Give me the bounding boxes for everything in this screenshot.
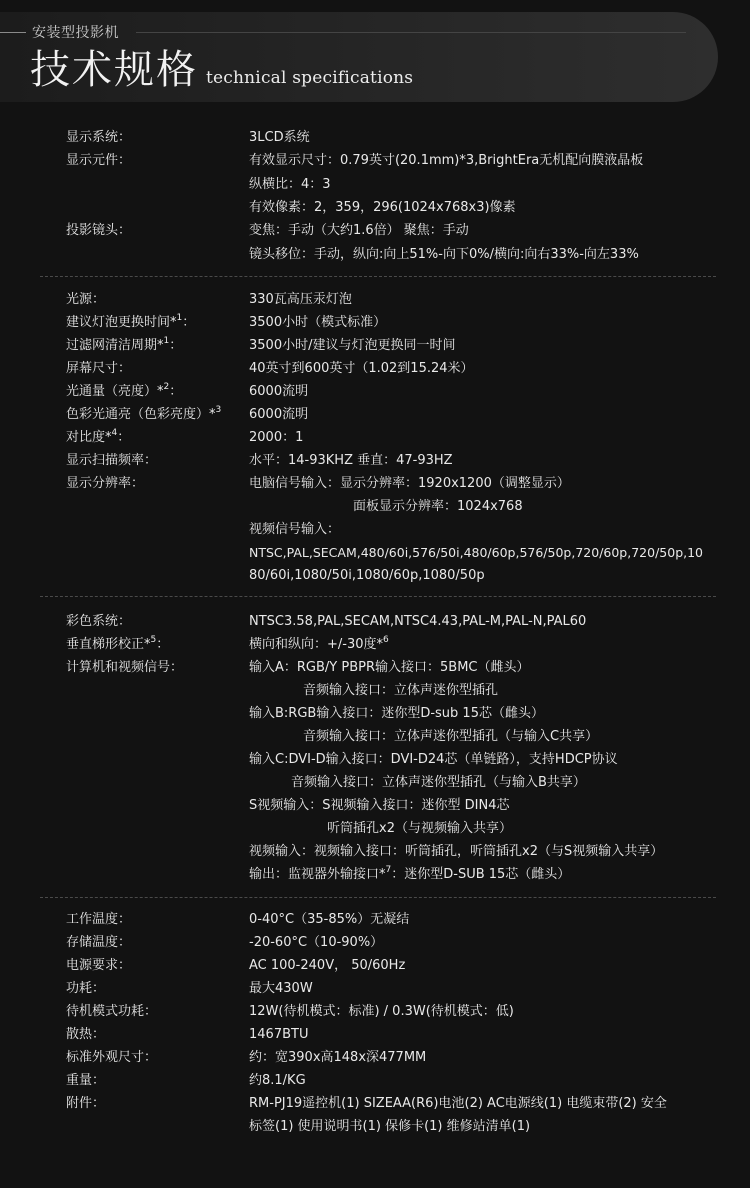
spec-value-text: 0-40°C（35-85%）无凝结 — [249, 912, 410, 927]
spec-value — [303, 725, 598, 748]
spec-value — [249, 541, 703, 564]
spec-label-text: 对比度* — [66, 430, 112, 445]
spec-label — [66, 954, 131, 977]
spec-value — [249, 449, 453, 472]
spec-value-text: 变焦：手动（大约1.6倍） 聚焦：手动 — [249, 223, 469, 239]
spec-value — [249, 1000, 514, 1023]
spec-label-text: 计算机和视频信号： — [66, 660, 184, 675]
spec-row — [0, 541, 750, 564]
spec-label-text: 显示分辨率： — [66, 476, 145, 491]
spec-label — [66, 380, 182, 403]
page-title-english: technical specifications — [206, 68, 414, 88]
spec-value — [303, 679, 498, 702]
spec-value-text: 视频输入：视频输入接口：听筒插孔，听筒插孔x2（与S视频输入共享） — [249, 844, 664, 859]
spec-value — [249, 1023, 308, 1046]
footnote-marker: 3 — [215, 405, 222, 415]
spec-row — [0, 1046, 750, 1069]
spec-row — [0, 1092, 750, 1115]
header-rule-left — [0, 32, 26, 33]
spec-row — [0, 449, 750, 472]
footnote-marker: 1 — [163, 336, 170, 346]
spec-value — [249, 748, 618, 771]
spec-value-text: 有效像素：2，359，296(1024x768x3)像素 — [249, 199, 516, 215]
spec-value-text: 80/60i,1080/50i,1080/60p,1080/50p — [249, 568, 485, 583]
spec-value-text: AC 100-240V， 50/60Hz — [249, 958, 406, 973]
spec-value — [249, 702, 544, 725]
spec-row — [0, 564, 750, 587]
spec-value-tail: ：迷你型D-SUB 15芯（雌头） — [391, 867, 571, 882]
spec-row — [0, 656, 750, 679]
spec-value-text: 1467BTU — [249, 1027, 309, 1042]
spec-value — [249, 219, 469, 242]
spec-row — [0, 1023, 750, 1046]
spec-value — [249, 357, 474, 380]
spec-value-text: 3500小时/建议与灯泡更换同一时间 — [249, 338, 456, 353]
spec-value-text: 水平：14-93KHZ 垂直：47-93HZ — [249, 453, 453, 468]
spec-value-text: 视频信号输入： — [249, 522, 341, 537]
spec-value-text: 约：宽390x高148x深477MM — [249, 1050, 427, 1065]
spec-label — [66, 1092, 105, 1115]
spec-row — [0, 196, 750, 219]
spec-label-text: 显示系统： — [66, 130, 132, 145]
spec-row — [0, 126, 750, 149]
spec-row — [0, 1000, 750, 1023]
spec-label-text: 散热： — [66, 1027, 106, 1042]
spec-value-text: NTSC3.58,PAL,SECAM,NTSC4.43,PAL-M,PAL-N,PAL60 — [249, 614, 587, 629]
spec-value-text: 3500小时（模式标准） — [249, 315, 387, 330]
spec-row — [0, 702, 750, 725]
spec-label — [66, 311, 195, 334]
spec-row — [0, 403, 750, 426]
spec-value-text: 纵横比：4：3 — [249, 176, 331, 192]
spec-value — [249, 977, 313, 1000]
spec-row — [0, 748, 750, 771]
spec-value-text: 音频输入接口：立体声迷你型插孔 — [303, 683, 499, 698]
spec-label-colon: ： — [169, 384, 183, 399]
spec-value — [249, 610, 586, 633]
spec-row — [0, 633, 750, 656]
spec-row — [0, 794, 750, 817]
spec-row — [0, 357, 750, 380]
spec-label-text: 垂直梯形校正* — [66, 637, 151, 652]
spec-value — [249, 931, 383, 954]
footnote-marker: 5 — [150, 635, 157, 645]
spec-row — [0, 380, 750, 403]
spec-row — [0, 610, 750, 633]
spec-label-text: 显示扫描频率： — [66, 453, 158, 468]
spec-value — [249, 794, 509, 817]
spec-value-text: 横向和纵向：+/-30度* — [249, 637, 384, 652]
spec-value — [249, 196, 516, 219]
spec-value-text: RM-PJ19遥控机(1) SIZEAA(R6)电池(2) AC电源线(1) 电缆束带(2) 安全 — [249, 1096, 667, 1111]
spec-label — [66, 908, 131, 931]
spec-value — [249, 954, 405, 977]
spec-row — [0, 149, 750, 172]
spec-value — [249, 472, 570, 495]
spec-value — [249, 633, 389, 656]
spec-row — [0, 311, 750, 334]
spec-value — [249, 564, 485, 587]
spec-value — [353, 495, 523, 518]
spec-value — [249, 173, 331, 196]
spec-row — [0, 1069, 750, 1092]
spec-value-text: 6000流明 — [249, 407, 309, 422]
spec-label-colon: ： — [156, 637, 170, 652]
spec-value-text: 镜头移位：手动，纵向:向上51%-向下0%/横向:向右33%-向左33% — [249, 246, 639, 262]
spec-label-colon: ： — [169, 338, 183, 353]
footnote-marker: 2 — [163, 382, 170, 392]
spec-value-text: -20-60°C（10-90%） — [249, 935, 384, 950]
header-subtitle: 安装型投影机 — [32, 25, 119, 41]
spec-label-text: 重量： — [66, 1073, 106, 1088]
spec-row — [0, 495, 750, 518]
spec-value — [327, 817, 512, 840]
spec-row — [0, 771, 750, 794]
spec-value-text: NTSC,PAL,SECAM,480/60i,576/50i,480/60p,576/50p,720/60p,720/50p,10 — [249, 545, 704, 560]
spec-row — [0, 863, 750, 886]
spec-label-text: 屏幕尺寸： — [66, 361, 132, 376]
section-divider — [40, 276, 716, 277]
spec-label — [66, 1069, 105, 1092]
spec-label-text: 投影镜头： — [66, 223, 132, 239]
spec-label — [66, 610, 131, 633]
spec-label — [66, 1023, 105, 1046]
spec-value — [249, 1092, 667, 1115]
spec-row — [0, 288, 750, 311]
section-divider — [40, 596, 716, 597]
spec-label — [66, 1046, 157, 1069]
spec-label — [66, 931, 131, 954]
spec-value-text: 输入B:RGB输入接口：迷你型D-sub 15芯（雌头） — [249, 706, 544, 721]
spec-label — [66, 288, 105, 311]
spec-value-text: 40英寸到600英寸（1.02到15.24米） — [249, 361, 474, 376]
spec-value-text: 音频输入接口：立体声迷你型插孔（与输入C共享） — [303, 729, 599, 744]
spec-row — [0, 977, 750, 1000]
spec-value-text: S视频输入：S视频输入接口：迷你型 DIN4芯 — [249, 798, 510, 813]
spec-label-text: 光源： — [66, 292, 106, 307]
spec-value-text: 输入C:DVI-D输入接口：DVI-D24芯（单链路），支持HDCP协议 — [249, 752, 618, 767]
spec-label-text: 功耗： — [66, 981, 106, 996]
footnote-marker: 1 — [176, 313, 183, 323]
spec-value — [249, 126, 310, 149]
spec-row — [0, 243, 750, 266]
spec-label-text: 彩色系统： — [66, 614, 132, 629]
spec-label — [66, 656, 183, 679]
spec-label-text: 存储温度： — [66, 935, 132, 950]
spec-value — [249, 1115, 530, 1138]
spec-value — [249, 380, 308, 403]
spec-label-text: 显示元件： — [66, 153, 132, 169]
spec-label — [66, 334, 182, 357]
spec-value — [249, 863, 570, 886]
spec-value — [249, 1046, 426, 1069]
spec-label — [66, 149, 131, 172]
spec-value-text: 2000：1 — [249, 430, 304, 445]
spec-row — [0, 426, 750, 449]
spec-value — [249, 518, 340, 541]
spec-label — [66, 633, 169, 656]
spec-row — [0, 817, 750, 840]
spec-label-text: 标准外观尺寸： — [66, 1050, 158, 1065]
spec-row — [0, 1115, 750, 1138]
spec-row — [0, 472, 750, 495]
spec-value-text: 输出：监视器外输接口* — [249, 867, 386, 882]
spec-value-text: 面板显示分辨率：1024x768 — [353, 499, 523, 514]
spec-label-colon: ： — [117, 430, 131, 445]
spec-row — [0, 954, 750, 977]
spec-value-text: 标签(1) 使用说明书(1) 保修卡(1) 维修站清单(1) — [249, 1119, 531, 1134]
spec-row — [0, 840, 750, 863]
spec-value — [249, 908, 409, 931]
spec-value-text: 音频输入接口：立体声迷你型插孔（与输入B共享） — [291, 775, 586, 790]
spec-label — [66, 472, 144, 495]
spec-value — [249, 288, 352, 311]
spec-label — [66, 449, 157, 472]
spec-value-text: 6000流明 — [249, 384, 309, 399]
spec-value-text: 电脑信号输入：显示分辨率：1920x1200（调整显示） — [249, 476, 570, 491]
spec-label-text: 色彩光通亮（色彩亮度）* — [66, 407, 216, 422]
spec-value — [249, 840, 663, 863]
spec-label — [66, 977, 105, 1000]
spec-value — [249, 656, 529, 679]
spec-value — [249, 149, 643, 172]
spec-label — [66, 357, 131, 380]
spec-value — [249, 1069, 306, 1092]
spec-value — [291, 771, 586, 794]
page-title: 技术规格 — [30, 47, 198, 93]
page-header — [0, 12, 718, 102]
spec-row — [0, 725, 750, 748]
spec-label — [66, 126, 131, 149]
spec-label-text: 光通量（亮度）* — [66, 384, 164, 399]
spec-value — [249, 403, 308, 426]
spec-row — [0, 219, 750, 242]
spec-value — [249, 243, 639, 266]
spec-value — [249, 334, 455, 357]
spec-label — [66, 219, 131, 242]
spec-label — [66, 403, 221, 426]
spec-value-text: 输入A：RGB/Y PBPR输入接口：5BMC（雌头） — [249, 660, 530, 675]
spec-row — [0, 679, 750, 702]
spec-row — [0, 173, 750, 196]
footnote-marker: 4 — [111, 428, 118, 438]
spec-label-colon: ： — [182, 315, 196, 330]
spec-label-text: 附件： — [66, 1096, 106, 1111]
spec-value — [249, 426, 303, 449]
section-divider — [40, 897, 716, 898]
header-rule-right — [136, 32, 686, 33]
footnote-marker: 6 — [383, 635, 389, 645]
spec-value-text: 有效显示尺寸：0.79英寸(20.1mm)*3,BrightEra无机配向膜液晶板 — [249, 153, 644, 169]
spec-value-text: 约8.1/KG — [249, 1073, 306, 1088]
spec-row — [0, 334, 750, 357]
spec-label-text: 工作温度： — [66, 912, 132, 927]
footnote-marker: 7 — [385, 865, 392, 875]
spec-row — [0, 518, 750, 541]
spec-label — [66, 426, 130, 449]
spec-value-text: 听筒插孔x2（与视频输入共享） — [327, 821, 512, 836]
spec-value-text: 330瓦高压汞灯泡 — [249, 292, 352, 307]
spec-value-text: 3LCD系统 — [249, 130, 310, 145]
spec-label — [66, 1000, 157, 1023]
spec-row — [0, 908, 750, 931]
spec-row — [0, 931, 750, 954]
spec-label-text: 电源要求： — [66, 958, 132, 973]
spec-value — [249, 311, 386, 334]
spec-value-text: 12W(待机模式：标准) / 0.3W(待机模式：低) — [249, 1004, 514, 1019]
spec-value-text: 最大430W — [249, 981, 313, 996]
spec-label-text: 建议灯泡更换时间* — [66, 315, 177, 330]
spec-label-text: 待机模式功耗： — [66, 1004, 158, 1019]
spec-label-text: 过滤网清洁周期* — [66, 338, 164, 353]
